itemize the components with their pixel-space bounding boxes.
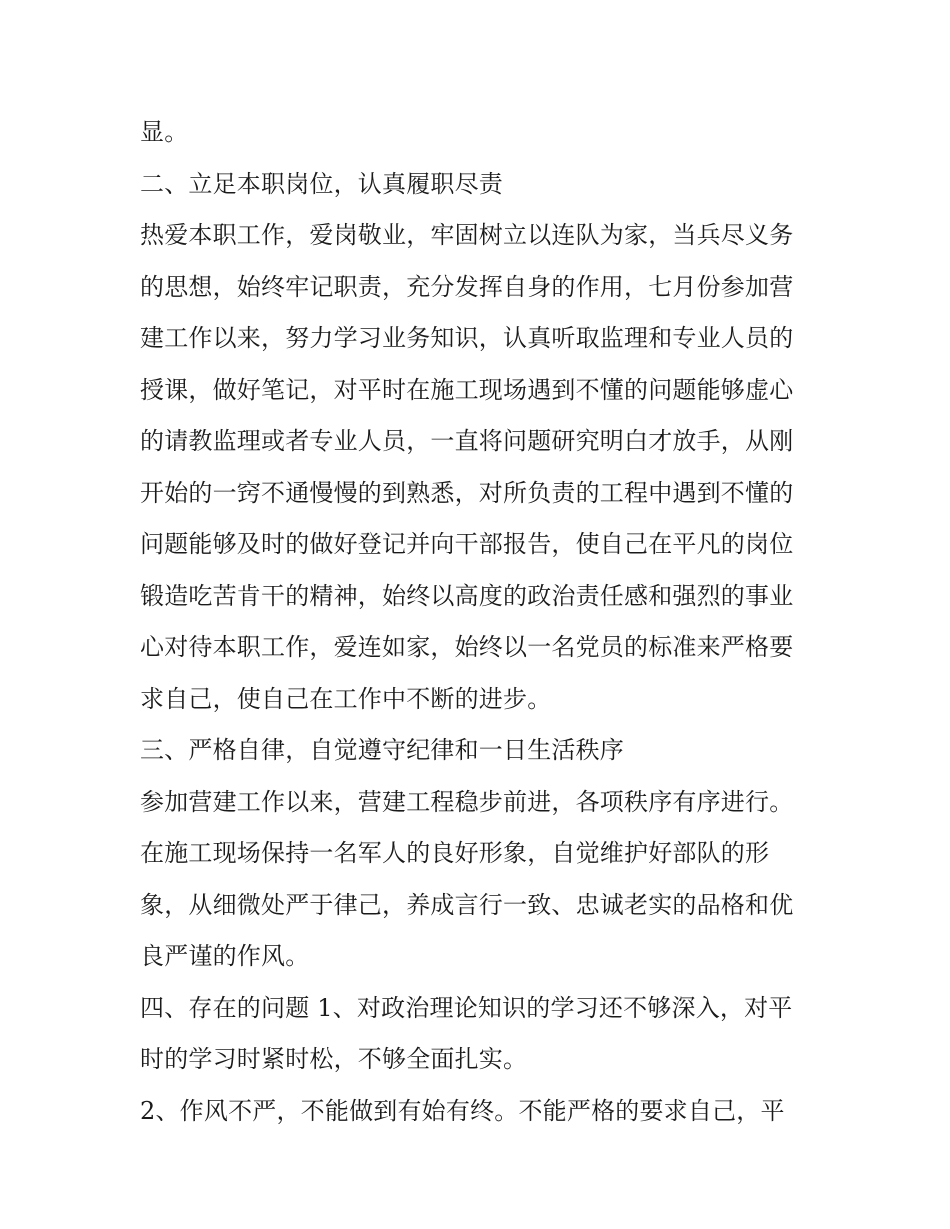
text-line: 求自己，使自己在工作中不断的进步。 bbox=[140, 684, 552, 713]
text-line: 显。 bbox=[140, 118, 189, 146]
text-line: 在施工现场保持一名军人的良好形象，自觉维护好部队的形 bbox=[140, 839, 770, 867]
text-line: 开始的一窍不通慢慢的到熟悉，对所负责的工程中遇到不懂的 bbox=[140, 478, 794, 507]
text-line: 的请教监理或者专业人员，一直将问题研究明白才放手，从刚 bbox=[140, 427, 794, 455]
text-line: 时的学习时紧时松，不够全面扎实。 bbox=[140, 1045, 528, 1073]
text-line: 锻造吃苦肯干的精神，始终以高度的政治责任感和强烈的事业 bbox=[140, 581, 794, 610]
section-heading-3: 三、严格自律，自觉遵守纪律和一日生活秩序 bbox=[140, 736, 624, 764]
text-line: 建工作以来，努力学习业务知识，认真听取监理和专业人员的 bbox=[140, 324, 794, 352]
text-line: 的思想，始终牢记职责，充分发挥自身的作用，七月份参加营 bbox=[140, 272, 794, 301]
text-line: 2、作风不严，不能做到有始有终。不能严格的要求自己，平 bbox=[140, 1096, 785, 1125]
text-line: 问题能够及时的做好登记并向干部报告，使自己在平凡的岗位 bbox=[140, 530, 794, 558]
text-line: 参加营建工作以来，营建工程稳步前进，各项秩序有序进行。 bbox=[140, 787, 794, 816]
text-line: 心对待本职工作，爱连如家，始终以一名党员的标准来严格要 bbox=[140, 633, 794, 661]
text-line: 授课，做好笔记，对平时在施工现场遇到不懂的问题能够虚心 bbox=[140, 375, 794, 404]
text-line: 热爱本职工作，爱岗敬业，牢固树立以连队为家，当兵尽义务 bbox=[140, 221, 794, 249]
document-body bbox=[140, 107, 820, 1137]
text-line: 良严谨的作风。 bbox=[140, 942, 310, 970]
section-heading-4: 四、存在的问题 1、对政治理论知识的学习还不够深入，对平 bbox=[140, 993, 793, 1022]
section-heading-2: 二、立足本职岗位，认真履职尽责 bbox=[140, 169, 503, 198]
text-line: 象，从细微处严于律己，养成言行一致、忠诚老实的品格和优 bbox=[140, 890, 794, 919]
